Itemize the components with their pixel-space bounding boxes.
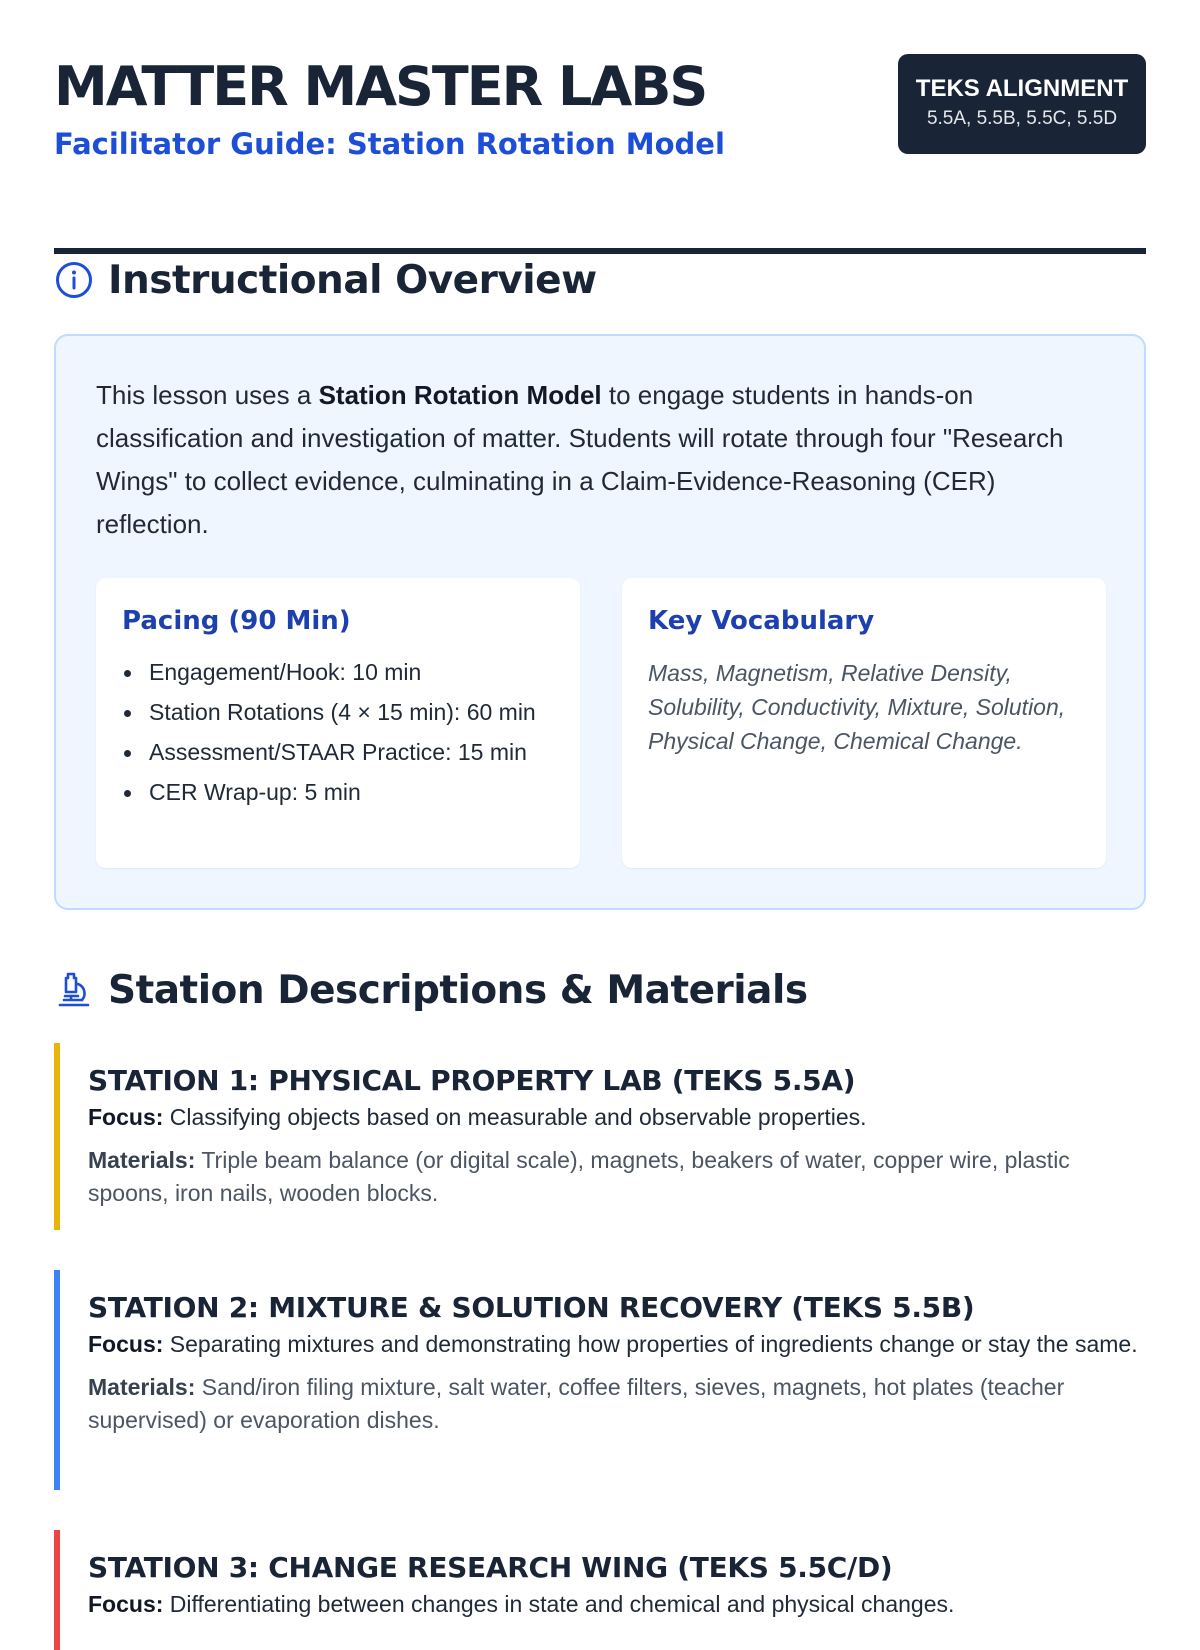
materials-text: Triple beam balance (or digital scale), magnets, beakers of water, copper wire, plastic spoons, iron nails, wooden blocks. <box>88 1147 1070 1206</box>
focus-label: Focus: <box>88 1331 164 1357</box>
materials-label: Materials: <box>88 1374 196 1400</box>
station-focus <box>88 1588 1146 1621</box>
page-subtitle: Facilitator Guide: Station Rotation Model <box>54 127 725 161</box>
station-materials <box>88 1144 1146 1210</box>
pacing-card <box>96 578 580 868</box>
vocabulary-title: Key Vocabulary <box>648 606 875 636</box>
stations-section-heading <box>54 965 808 1015</box>
materials-label: Materials: <box>88 1147 196 1173</box>
station-materials <box>88 1371 1146 1437</box>
teks-badge-codes: 5.5A, 5.5B, 5.5C, 5.5D <box>926 108 1118 129</box>
intro-text-bold: Station Rotation Model <box>318 380 602 410</box>
intro-text-end: to engage students in hands-on classification and investigation of matter. Students will rotate through four "Research Wings" to collect evidence, culminating in a Claim-Evidence-Reasoning (CER) reflection. <box>96 380 1064 539</box>
station-focus <box>88 1328 1146 1361</box>
vocabulary-card <box>622 578 1106 868</box>
station-card-1 <box>54 1043 1146 1230</box>
overview-section-heading <box>54 255 597 305</box>
focus-label: Focus: <box>88 1104 164 1130</box>
info-circle-icon <box>54 260 94 300</box>
page-header <box>54 54 1146 204</box>
vocabulary-text: Mass, Magnetism, Relative Density, Solubility, Conductivity, Mixture, Solution, Physical Change, Chemical Change. <box>648 660 1066 754</box>
pacing-item: CER Wrap-up: 5 min <box>122 776 562 809</box>
overview-intro <box>96 374 1096 546</box>
pacing-list <box>122 656 562 816</box>
pacing-item: Engagement/Hook: 10 min <box>122 656 562 689</box>
station-card-3 <box>54 1530 1146 1650</box>
facilitator-guide-page <box>54 0 1146 1617</box>
teks-badge-title: TEKS ALIGNMENT <box>915 75 1129 102</box>
focus-text: Separating mixtures and demonstrating how properties of ingredients change or stay the same. <box>169 1331 1138 1357</box>
station-card-2 <box>54 1270 1146 1490</box>
intro-text-start: This lesson uses a <box>96 380 319 410</box>
focus-text: Classifying objects based on measurable and observable properties. <box>169 1104 867 1130</box>
overview-heading-text: Instructional Overview <box>108 257 597 303</box>
station-focus <box>88 1101 1146 1134</box>
page-title: MATTER MASTER LABS <box>54 55 707 118</box>
teks-alignment-badge <box>898 54 1146 154</box>
materials-text: Sand/iron filing mixture, salt water, coffee filters, sieves, magnets, hot plates (teacher supervised) or evaporation dishes. <box>88 1374 1065 1433</box>
stations-heading-text: Station Descriptions & Materials <box>108 967 808 1013</box>
pacing-item: Assessment/STAAR Practice: 15 min <box>122 736 562 769</box>
pacing-title: Pacing (90 Min) <box>122 606 351 636</box>
microscope-icon <box>54 970 94 1010</box>
station-title: STATION 1: PHYSICAL PROPERTY LAB (TEKS 5.5A) <box>88 1064 856 1097</box>
focus-text: Differentiating between changes in state and chemical and physical changes. <box>169 1591 955 1617</box>
station-title: STATION 3: CHANGE RESEARCH WING (TEKS 5.5C/D) <box>88 1551 893 1584</box>
focus-label: Focus: <box>88 1591 164 1617</box>
header-divider <box>54 248 1146 254</box>
pacing-item: Station Rotations (4 × 15 min): 60 min <box>122 696 562 729</box>
overview-card <box>54 334 1146 910</box>
station-title: STATION 2: MIXTURE & SOLUTION RECOVERY (TEKS 5.5B) <box>88 1291 975 1324</box>
